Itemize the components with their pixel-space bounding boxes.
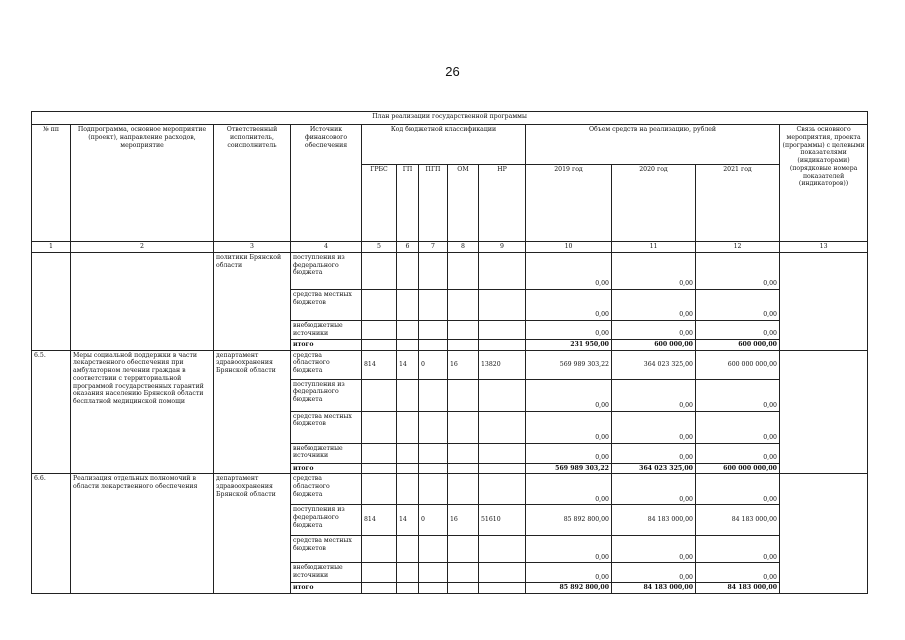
source-cell: средства местных бюджетов (291, 411, 362, 443)
code-nr: 51610 (479, 505, 526, 536)
amount-2021: 0,00 (696, 379, 780, 411)
source-cell: средства местных бюджетов (291, 536, 362, 563)
code-om: 16 (448, 350, 479, 379)
header-name: Подпрограмма, основное мероприятие (проект), направление расходов, мероприятие (71, 125, 214, 242)
total-label: итого (291, 583, 362, 594)
total-2019: 569 989 303,22 (526, 463, 612, 474)
amount-2019: 0,00 (526, 443, 612, 463)
amount-2021: 0,00 (696, 411, 780, 443)
code-om: 16 (448, 505, 479, 536)
col-number: 6 (397, 242, 419, 253)
item-name: Реализация отдельных полномочий в области лекарственного обеспечения (71, 474, 214, 594)
code-pgp: 0 (419, 505, 448, 536)
amount-2020: 0,00 (612, 289, 696, 320)
total-2020: 84 183 000,00 (612, 583, 696, 594)
item-executor: департамент здравоохранения Брянской области (214, 350, 291, 474)
amount-2020: 0,00 (612, 252, 696, 289)
amount-2019: 0,00 (526, 563, 612, 583)
header-grbs: ГРБС (362, 165, 397, 242)
source-cell: внебюджетные источники (291, 563, 362, 583)
header-executor: Ответственный исполнитель, соисполнитель (214, 125, 291, 242)
col-number: 13 (780, 242, 868, 253)
amount-2020: 0,00 (612, 563, 696, 583)
col-number: 7 (419, 242, 448, 253)
amount-2020: 0,00 (612, 320, 696, 339)
amount-2019: 0,00 (526, 252, 612, 289)
col-number: 9 (479, 242, 526, 253)
total-2021: 84 183 000,00 (696, 583, 780, 594)
code-grbs: 814 (362, 350, 397, 379)
code-gp: 14 (397, 350, 419, 379)
col-number: 3 (214, 242, 291, 253)
total-label: итого (291, 463, 362, 474)
amount-2020: 0,00 (612, 536, 696, 563)
source-cell: поступления из федерального бюджета (291, 252, 362, 289)
source-cell: средства местных бюджетов (291, 289, 362, 320)
source-cell: поступления из федерального бюджета (291, 379, 362, 411)
header-budget-code: Код бюджетной классификации (362, 125, 526, 165)
continued-num-cell (32, 252, 71, 350)
source-cell: поступления из федерального бюджета (291, 505, 362, 536)
amount-2019: 0,00 (526, 289, 612, 320)
col-number: 1 (32, 242, 71, 253)
amount-2021: 0,00 (696, 536, 780, 563)
amount-2020: 364 023 325,00 (612, 350, 696, 379)
amount-2021: 0,00 (696, 443, 780, 463)
header-2020: 2020 год (612, 165, 696, 242)
amount-2019: 85 892 800,00 (526, 505, 612, 536)
header-om: ОМ (448, 165, 479, 242)
amount-2021: 0,00 (696, 474, 780, 505)
header-2019: 2019 год (526, 165, 612, 242)
col-number: 4 (291, 242, 362, 253)
amount-2019: 0,00 (526, 320, 612, 339)
col-number: 8 (448, 242, 479, 253)
item-number: 6.6. (32, 474, 71, 594)
code-pgp: 0 (419, 350, 448, 379)
continued-name-cell (71, 252, 214, 350)
amount-2020: 0,00 (612, 443, 696, 463)
col-number: 10 (526, 242, 612, 253)
amount-2021: 600 000 000,00 (696, 350, 780, 379)
amount-2019: 569 989 303,22 (526, 350, 612, 379)
header-gp: ГП (397, 165, 419, 242)
item-name: Меры социальной поддержки в части лекарственного обеспечения при амбулаторном лечении граждан в соответствии с территориальной программой государственных гарантий оказания населению Брянской области бесплатной медицинской помощи (71, 350, 214, 474)
continued-executor: политики Брянской области (214, 252, 291, 350)
amount-2019: 0,00 (526, 379, 612, 411)
item-number: 6.5. (32, 350, 71, 474)
amount-2019: 0,00 (526, 411, 612, 443)
total-2020: 600 000,00 (612, 339, 696, 350)
amount-2021: 0,00 (696, 289, 780, 320)
amount-2021: 84 183 000,00 (696, 505, 780, 536)
total-2020: 364 023 325,00 (612, 463, 696, 474)
col-number: 5 (362, 242, 397, 253)
col-number: 12 (696, 242, 780, 253)
header-pgp: ПГП (419, 165, 448, 242)
page-number: 26 (445, 64, 460, 79)
amount-2020: 0,00 (612, 379, 696, 411)
amount-2021: 0,00 (696, 563, 780, 583)
amount-2020: 0,00 (612, 474, 696, 505)
total-2021: 600 000,00 (696, 339, 780, 350)
header-volume: Объем средств на реализацию, рублей (526, 125, 780, 165)
header-2021: 2021 год (696, 165, 780, 242)
amount-2019: 0,00 (526, 474, 612, 505)
header-num: № пп (32, 125, 71, 242)
total-2019: 231 950,00 (526, 339, 612, 350)
item-executor: департамент здравоохранения Брянской области (214, 474, 291, 594)
code-nr: 13820 (479, 350, 526, 379)
col-number: 11 (612, 242, 696, 253)
amount-2019: 0,00 (526, 536, 612, 563)
source-cell: средства областного бюджета (291, 350, 362, 379)
header-nr: НР (479, 165, 526, 242)
total-label: итого (291, 339, 362, 350)
total-2021: 600 000 000,00 (696, 463, 780, 474)
col-number: 2 (71, 242, 214, 253)
program-plan-table (31, 111, 868, 594)
source-cell: внебюджетные источники (291, 320, 362, 339)
amount-2021: 0,00 (696, 320, 780, 339)
header-link: Связь основного мероприятия, проекта (программы) с целевыми показателями (индикаторами) (порядковые номера показателей (индикаторов)) (780, 125, 868, 242)
table-title: План реализации государственной программы (32, 112, 868, 125)
source-cell: средства областного бюджета (291, 474, 362, 505)
code-grbs: 814 (362, 505, 397, 536)
code-gp: 14 (397, 505, 419, 536)
total-2019: 85 892 800,00 (526, 583, 612, 594)
header-source: Источник финансового обеспечения (291, 125, 362, 242)
amount-2021: 0,00 (696, 252, 780, 289)
amount-2020: 84 183 000,00 (612, 505, 696, 536)
source-cell: внебюджетные источники (291, 443, 362, 463)
amount-2020: 0,00 (612, 411, 696, 443)
